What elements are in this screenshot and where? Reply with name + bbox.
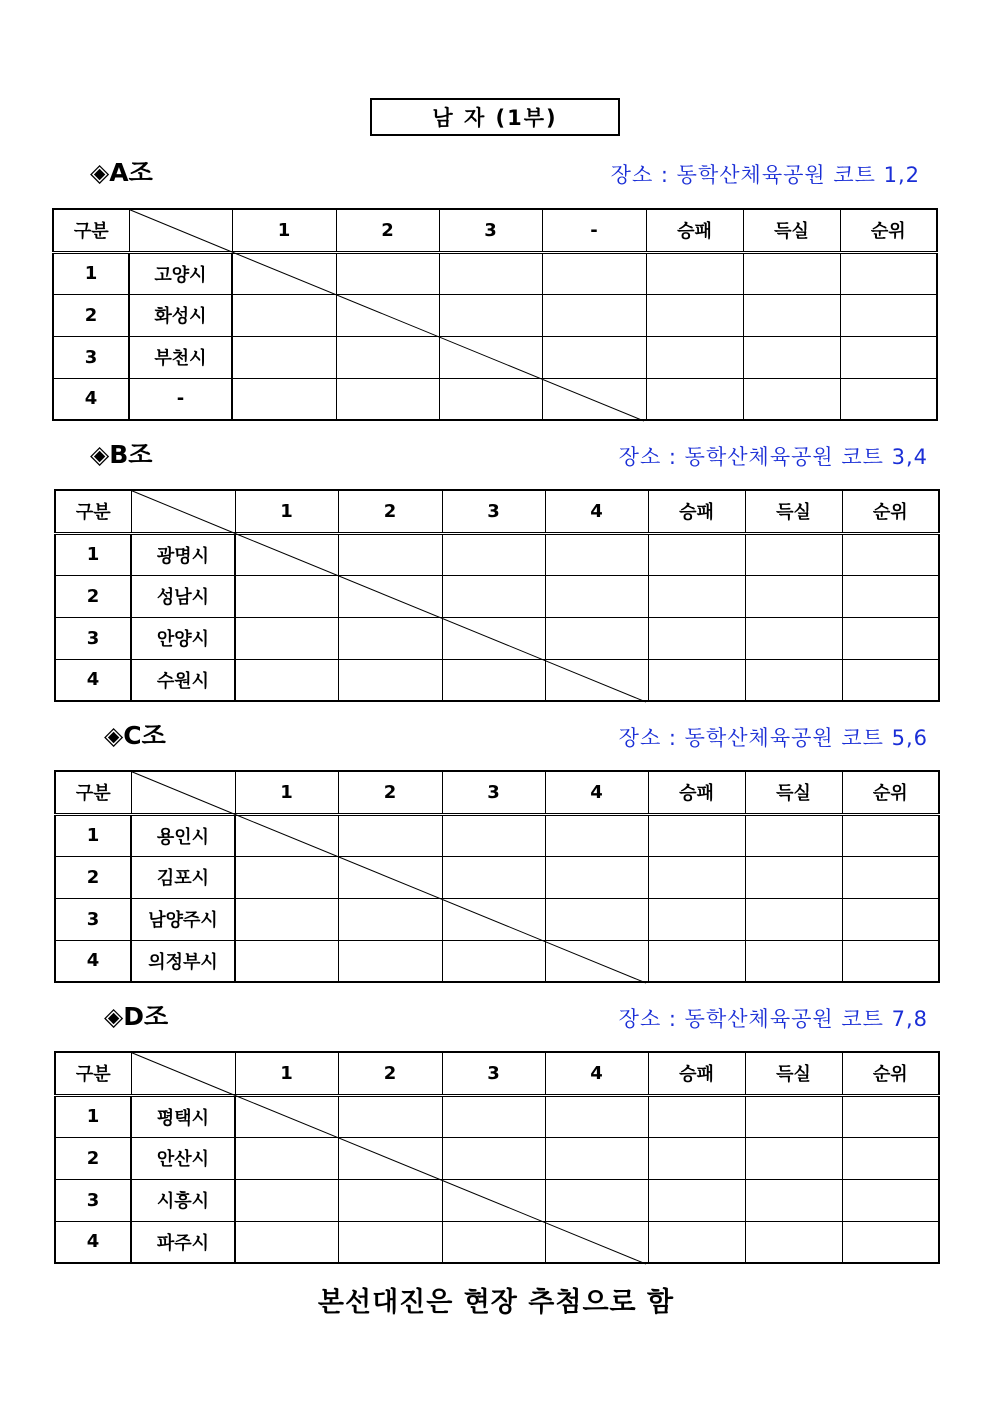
table-row [55, 898, 939, 940]
points-cell [745, 617, 842, 659]
team-name: 의정부시 [131, 940, 235, 982]
points-cell [745, 856, 842, 898]
column-header-opponent-4: 4 [545, 1052, 648, 1095]
score-cell [338, 575, 442, 617]
row-number: 1 [55, 814, 131, 856]
rank-cell [842, 617, 939, 659]
row-number: 2 [55, 1137, 131, 1179]
score-cell [338, 856, 442, 898]
group-a-heading: ◈A조 [90, 158, 153, 187]
win-loss-cell [648, 533, 745, 575]
rank-cell [840, 336, 937, 378]
win-loss-cell [648, 617, 745, 659]
score-cell [545, 1095, 648, 1137]
score-cell [442, 533, 545, 575]
score-cell [545, 814, 648, 856]
points-cell [745, 1221, 842, 1263]
team-name: 김포시 [131, 856, 235, 898]
column-header-opponent-3: 3 [439, 209, 542, 252]
column-header-rank: 순위 [842, 490, 939, 533]
rank-cell [842, 940, 939, 982]
group-d-venue: 장소 : 동학산체육공원 코트 7,8 [618, 1007, 928, 1031]
row-number: 2 [55, 575, 131, 617]
column-header-rank: 순위 [840, 209, 937, 252]
score-cell [338, 898, 442, 940]
win-loss-cell [648, 1179, 745, 1221]
team-name: 안양시 [131, 617, 235, 659]
score-cell [232, 336, 336, 378]
rank-cell [842, 814, 939, 856]
group-b-table [54, 489, 940, 702]
score-cell [439, 336, 542, 378]
win-loss-cell [648, 1221, 745, 1263]
column-header-label: 구분 [55, 490, 131, 533]
rank-cell [842, 1137, 939, 1179]
score-cell [442, 1221, 545, 1263]
score-cell [338, 814, 442, 856]
column-header-points: 득실 [745, 490, 842, 533]
page-title: 남 자 (1부) [370, 98, 620, 136]
win-loss-cell [648, 659, 745, 701]
group-a-table [52, 208, 938, 421]
table-row [55, 1179, 939, 1221]
table-row [55, 814, 939, 856]
score-cell [338, 533, 442, 575]
win-loss-cell [648, 575, 745, 617]
table-row [55, 659, 939, 701]
score-cell [338, 940, 442, 982]
points-cell [745, 1095, 842, 1137]
row-number: 2 [53, 294, 129, 336]
points-cell [743, 378, 840, 420]
score-cell [235, 617, 338, 659]
row-number: 3 [55, 898, 131, 940]
column-header-opponent-1: 1 [235, 1052, 338, 1095]
column-header-opponent-1: 1 [232, 209, 336, 252]
score-cell [442, 617, 545, 659]
score-cell [442, 1137, 545, 1179]
score-cell [338, 1095, 442, 1137]
table-row [55, 1221, 939, 1263]
score-cell [542, 378, 646, 420]
rank-cell [842, 898, 939, 940]
row-number: 3 [55, 617, 131, 659]
points-cell [745, 814, 842, 856]
row-number: 4 [55, 659, 131, 701]
group-b-heading: ◈B조 [90, 440, 153, 469]
points-cell [745, 659, 842, 701]
rank-cell [842, 1179, 939, 1221]
score-cell [338, 617, 442, 659]
row-number: 3 [53, 336, 129, 378]
column-header-win-loss: 승패 [646, 209, 743, 252]
group-b-venue: 장소 : 동학산체육공원 코트 3,4 [618, 445, 928, 469]
points-cell [743, 294, 840, 336]
table-row [55, 940, 939, 982]
column-header-win-loss: 승패 [648, 1052, 745, 1095]
column-header-opponent-3: 3 [442, 771, 545, 814]
score-cell [442, 1095, 545, 1137]
score-cell [235, 856, 338, 898]
score-cell [336, 294, 439, 336]
diamond-in-diamond-icon: ◈ [104, 1002, 124, 1031]
column-header-opponent-2: 2 [338, 1052, 442, 1095]
rank-cell [840, 294, 937, 336]
score-cell [338, 1221, 442, 1263]
score-cell [235, 1095, 338, 1137]
team-name: 용인시 [131, 814, 235, 856]
column-header-label: 구분 [55, 771, 131, 814]
score-cell [542, 336, 646, 378]
score-cell [545, 533, 648, 575]
row-number: 3 [55, 1179, 131, 1221]
column-header-opponent-2: 2 [338, 771, 442, 814]
win-loss-cell [646, 294, 743, 336]
score-cell [338, 659, 442, 701]
diamond-in-diamond-icon: ◈ [104, 721, 124, 750]
row-number: 2 [55, 856, 131, 898]
score-cell [442, 814, 545, 856]
points-cell [745, 575, 842, 617]
diagonal-corner-cell [131, 1052, 235, 1095]
score-cell [235, 1179, 338, 1221]
row-number: 1 [55, 533, 131, 575]
team-name: 광명시 [131, 533, 235, 575]
score-cell [442, 575, 545, 617]
score-cell [336, 378, 439, 420]
score-cell [542, 294, 646, 336]
row-number: 1 [55, 1095, 131, 1137]
points-cell [743, 336, 840, 378]
column-header-opponent-1: 1 [235, 490, 338, 533]
team-name: 성남시 [131, 575, 235, 617]
rank-cell [840, 378, 937, 420]
table-row [55, 856, 939, 898]
score-cell [545, 856, 648, 898]
score-cell [442, 1179, 545, 1221]
win-loss-cell [648, 940, 745, 982]
rank-cell [842, 533, 939, 575]
score-cell [545, 1221, 648, 1263]
group-c-heading: ◈C조 [104, 721, 166, 750]
table-row [53, 294, 937, 336]
table-row [53, 378, 937, 420]
team-name: - [129, 378, 232, 420]
column-header-opponent-4: 4 [545, 771, 648, 814]
table-row [55, 533, 939, 575]
team-name: 남양주시 [131, 898, 235, 940]
win-loss-cell [648, 1137, 745, 1179]
column-header-label: 구분 [55, 1052, 131, 1095]
column-header-points: 득실 [745, 771, 842, 814]
score-cell [545, 575, 648, 617]
win-loss-cell [646, 336, 743, 378]
rank-cell [842, 659, 939, 701]
column-header-rank: 순위 [842, 1052, 939, 1095]
win-loss-cell [648, 856, 745, 898]
row-number: 4 [55, 1221, 131, 1263]
score-cell [545, 659, 648, 701]
group-a-venue: 장소 : 동학산체육공원 코트 1,2 [610, 163, 920, 187]
team-name: 파주시 [131, 1221, 235, 1263]
group-c-table [54, 770, 940, 983]
rank-cell [842, 1095, 939, 1137]
score-cell [442, 659, 545, 701]
score-cell [545, 898, 648, 940]
points-cell [745, 898, 842, 940]
score-cell [338, 1179, 442, 1221]
rank-cell [840, 252, 937, 294]
table-row [55, 617, 939, 659]
points-cell [745, 940, 842, 982]
group-d-heading: ◈D조 [104, 1002, 169, 1031]
score-cell [442, 898, 545, 940]
diagonal-corner-cell [131, 771, 235, 814]
win-loss-cell [648, 898, 745, 940]
score-cell [439, 294, 542, 336]
column-header-opponent-2: 2 [338, 490, 442, 533]
score-cell [545, 1179, 648, 1221]
diamond-in-diamond-icon: ◈ [90, 440, 110, 469]
points-cell [743, 252, 840, 294]
table-row [55, 1095, 939, 1137]
column-header-opponent-3: 3 [442, 490, 545, 533]
column-header-rank: 순위 [842, 771, 939, 814]
win-loss-cell [646, 252, 743, 294]
diagonal-corner-cell [129, 209, 232, 252]
score-cell [235, 533, 338, 575]
team-name: 화성시 [129, 294, 232, 336]
table-row [55, 575, 939, 617]
score-cell [235, 659, 338, 701]
win-loss-cell [648, 814, 745, 856]
rank-cell [842, 575, 939, 617]
team-name: 시흥시 [131, 1179, 235, 1221]
points-cell [745, 1137, 842, 1179]
score-cell [232, 252, 336, 294]
diagonal-corner-cell [131, 490, 235, 533]
row-number: 4 [55, 940, 131, 982]
score-cell [442, 940, 545, 982]
score-cell [442, 856, 545, 898]
score-cell [232, 378, 336, 420]
footer-note: 본선대진은 현장 추첨으로 함 [317, 1287, 675, 1318]
group-c-venue: 장소 : 동학산체육공원 코트 5,6 [618, 726, 928, 750]
column-header-opponent-3: 3 [442, 1052, 545, 1095]
table-row [53, 336, 937, 378]
team-name: 고양시 [129, 252, 232, 294]
column-header-win-loss: 승패 [648, 490, 745, 533]
score-cell [232, 294, 336, 336]
score-cell [336, 252, 439, 294]
score-cell [235, 940, 338, 982]
table-row [55, 1137, 939, 1179]
rank-cell [842, 1221, 939, 1263]
team-name: 평택시 [131, 1095, 235, 1137]
column-header-points: 득실 [743, 209, 840, 252]
table-row [53, 252, 937, 294]
win-loss-cell [648, 1095, 745, 1137]
score-cell [235, 1137, 338, 1179]
column-header-opponent-4: 4 [545, 490, 648, 533]
score-cell [235, 1221, 338, 1263]
rank-cell [842, 856, 939, 898]
score-cell [336, 336, 439, 378]
column-header-opponent-1: 1 [235, 771, 338, 814]
score-cell [439, 252, 542, 294]
column-header-win-loss: 승패 [648, 771, 745, 814]
score-cell [545, 617, 648, 659]
win-loss-cell [646, 378, 743, 420]
group-d-table [54, 1051, 940, 1264]
team-name: 부천시 [129, 336, 232, 378]
row-number: 1 [53, 252, 129, 294]
score-cell [545, 1137, 648, 1179]
score-cell [235, 814, 338, 856]
team-name: 안산시 [131, 1137, 235, 1179]
column-header-points: 득실 [745, 1052, 842, 1095]
score-cell [235, 575, 338, 617]
column-header-label: 구분 [53, 209, 129, 252]
points-cell [745, 1179, 842, 1221]
score-cell [439, 378, 542, 420]
score-cell [235, 898, 338, 940]
column-header-opponent-2: 2 [336, 209, 439, 252]
score-cell [545, 940, 648, 982]
team-name: 수원시 [131, 659, 235, 701]
points-cell [745, 533, 842, 575]
column-header-opponent-4: - [542, 209, 646, 252]
row-number: 4 [53, 378, 129, 420]
diamond-in-diamond-icon: ◈ [90, 158, 110, 187]
score-cell [338, 1137, 442, 1179]
score-cell [542, 252, 646, 294]
